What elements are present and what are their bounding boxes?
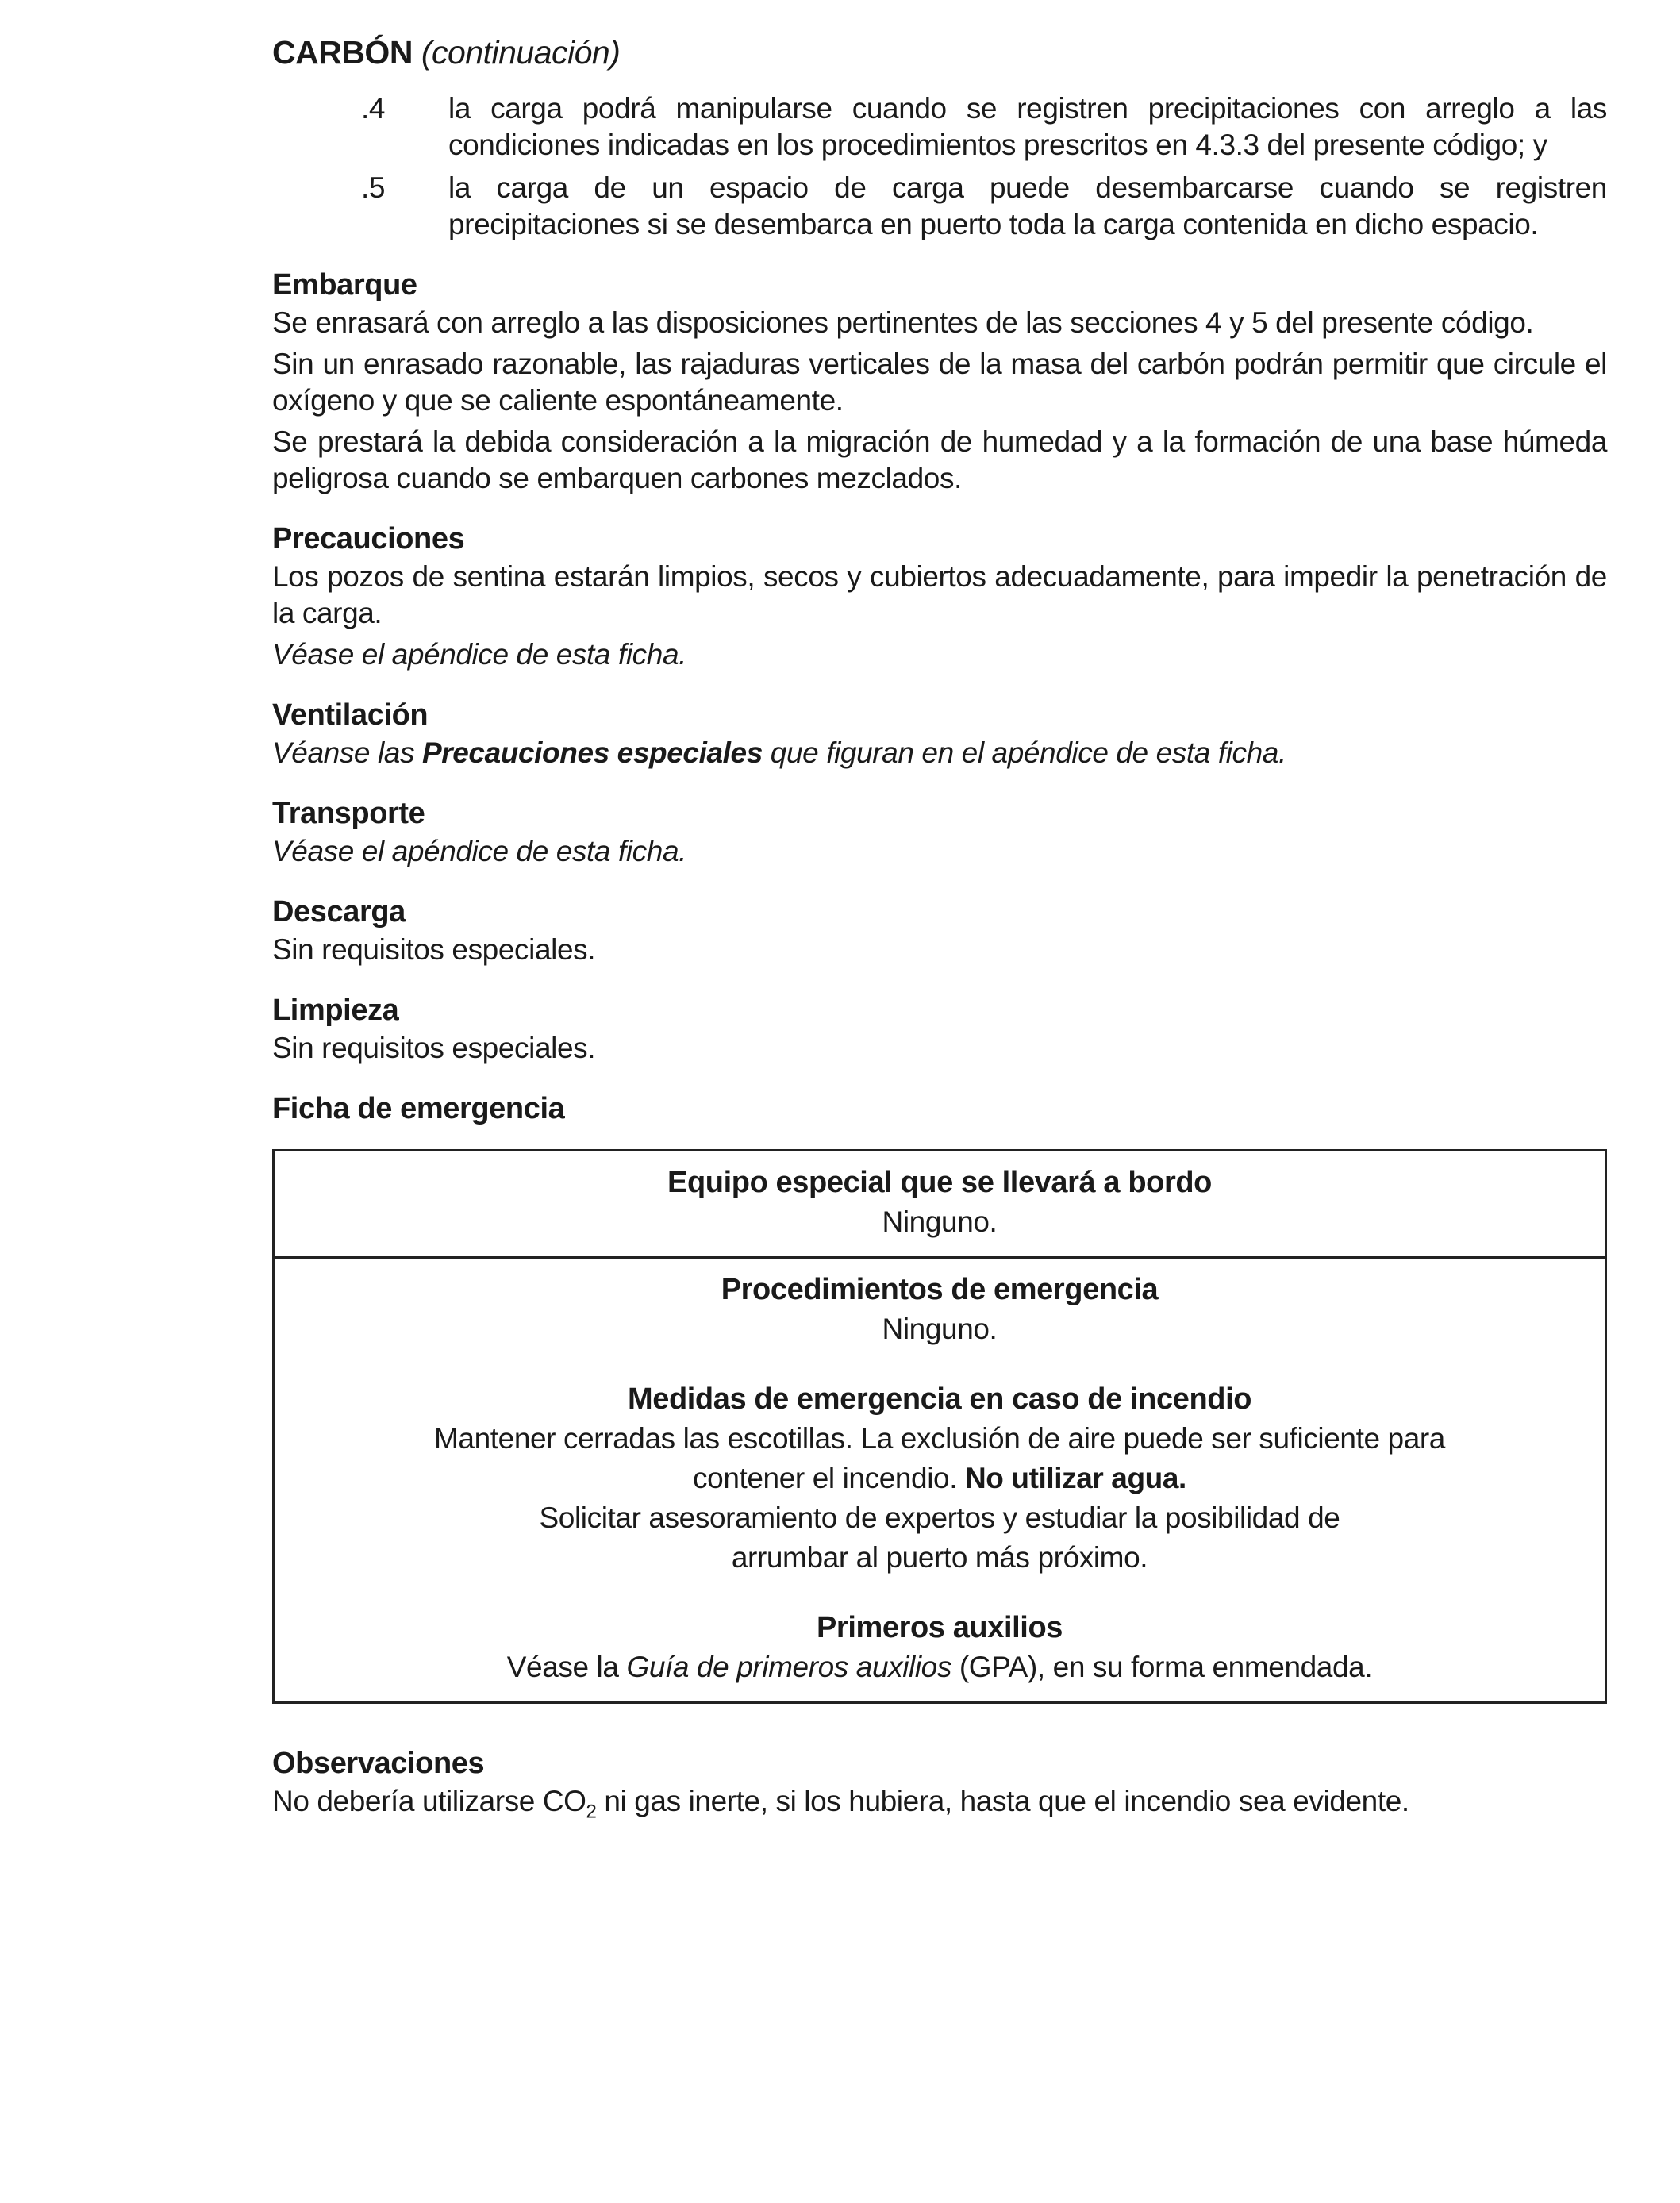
- section-heading: Embarque: [272, 268, 417, 302]
- list-item-number: .5: [361, 171, 386, 204]
- section-heading: Ventilación: [272, 698, 429, 732]
- box-text: arrumbar al puerto más próximo.: [731, 1541, 1148, 1574]
- paragraph: [272, 1783, 1607, 1823]
- paragraph: Sin un enrasado razonable, las rajaduras verticales de la masa del carbón podrán permitir que circule el oxígeno y que se caliente espontáneamente.: [272, 348, 1607, 417]
- subscript: 2: [586, 1801, 597, 1823]
- box-heading: Primeros auxilios: [816, 1611, 1063, 1644]
- observ-text: No debería utilizarse CO: [272, 1785, 586, 1817]
- paragraph: Se enrasará con arreglo a las disposiciones pertinentes de las secciones 4 y 5 del presente código.: [272, 306, 1534, 339]
- document-page: [272, 29, 1607, 1824]
- section-heading: Transporte: [272, 797, 425, 830]
- emergency-box: [272, 1149, 1607, 1704]
- note-bold-text: Precauciones especiales: [421, 736, 763, 769]
- running-head-title: CARBÓN: [272, 34, 413, 71]
- box-text: Ninguno.: [882, 1205, 998, 1238]
- box-cell-equipo: [275, 1151, 1605, 1256]
- box-group-incendio: [290, 1379, 1589, 1578]
- box-text: [290, 1459, 1589, 1498]
- box-group-primeros-auxilios: [290, 1608, 1589, 1687]
- section-transporte: [272, 794, 1607, 870]
- section-heading: Ficha de emergencia: [272, 1092, 565, 1125]
- box-text-italic: Guía de primeros auxilios: [626, 1651, 951, 1683]
- list-item-text: la carga de un espacio de carga puede desembarcarse cuando se registren precipitaciones si se desembarca en puerto toda la carga contenida en dicho espacio.: [448, 171, 1607, 240]
- appendix-note: [272, 735, 1607, 771]
- section-precauciones: [272, 519, 1607, 673]
- section-limpieza: [272, 990, 1607, 1067]
- note-text: Véanse las: [272, 736, 415, 769]
- box-heading: Procedimientos de emergencia: [721, 1273, 1159, 1306]
- note-text: que figuran en el apéndice de esta ficha.: [770, 736, 1286, 769]
- box-text-normal: (GPA), en su forma enmendada.: [951, 1651, 1373, 1683]
- section-observaciones: [272, 1744, 1607, 1823]
- running-head: [272, 29, 1607, 76]
- section-embarque: [272, 265, 1607, 497]
- box-text: Mantener cerradas las escotillas. La exclusión de aire puede ser suficiente para: [433, 1422, 1445, 1455]
- box-text: Solicitar asesoramiento de expertos y estudiar la posibilidad de: [539, 1501, 1340, 1534]
- paragraph: Sin requisitos especiales.: [272, 1032, 596, 1064]
- numbered-list: [272, 90, 1607, 243]
- section-heading: Limpieza: [272, 994, 399, 1027]
- box-group-procedimientos: [290, 1270, 1589, 1349]
- section-heading: Precauciones: [272, 522, 465, 556]
- appendix-note: Véase el apéndice de esta ficha.: [272, 638, 687, 671]
- section-heading: Observaciones: [272, 1747, 485, 1780]
- box-text-normal: contener el incendio.: [693, 1462, 965, 1494]
- box-text-normal: Véase la: [506, 1651, 627, 1683]
- section-descarga: [272, 892, 1607, 968]
- list-item-text: la carga podrá manipularse cuando se registren precipitaciones con arreglo a las condiciones indicadas en los procedimientos prescritos en 4.3.3 del presente código; y: [448, 92, 1607, 161]
- section-ficha-emergencia: [272, 1089, 1607, 1128]
- box-text-warning: No utilizar agua.: [964, 1462, 1186, 1494]
- list-item: [272, 90, 1607, 163]
- box-cell-procedures: [275, 1256, 1605, 1701]
- list-item-number: .4: [361, 92, 386, 125]
- box-heading: Medidas de emergencia en caso de incendio: [627, 1382, 1252, 1416]
- appendix-note: Véase el apéndice de esta ficha.: [272, 835, 687, 867]
- paragraph: Los pozos de sentina estarán limpios, secos y cubiertos adecuadamente, para impedir la penetración de la carga.: [272, 560, 1607, 629]
- observ-text: ni gas inerte, si los hubiera, hasta que el incendio sea evidente.: [596, 1785, 1409, 1817]
- box-heading: Equipo especial que se llevará a bordo: [667, 1166, 1212, 1199]
- list-item: [272, 170, 1607, 243]
- paragraph: Se prestará la debida consideración a la migración de humedad y a la formación de una base húmeda peligrosa cuando se embarquen carbones mezclados.: [272, 425, 1607, 494]
- paragraph: Sin requisitos especiales.: [272, 933, 596, 966]
- box-text: [290, 1647, 1589, 1687]
- section-ventilacion: [272, 695, 1607, 771]
- running-head-continuation: (continuación): [421, 34, 621, 71]
- section-heading: Descarga: [272, 895, 406, 928]
- box-text: Ninguno.: [882, 1313, 998, 1345]
